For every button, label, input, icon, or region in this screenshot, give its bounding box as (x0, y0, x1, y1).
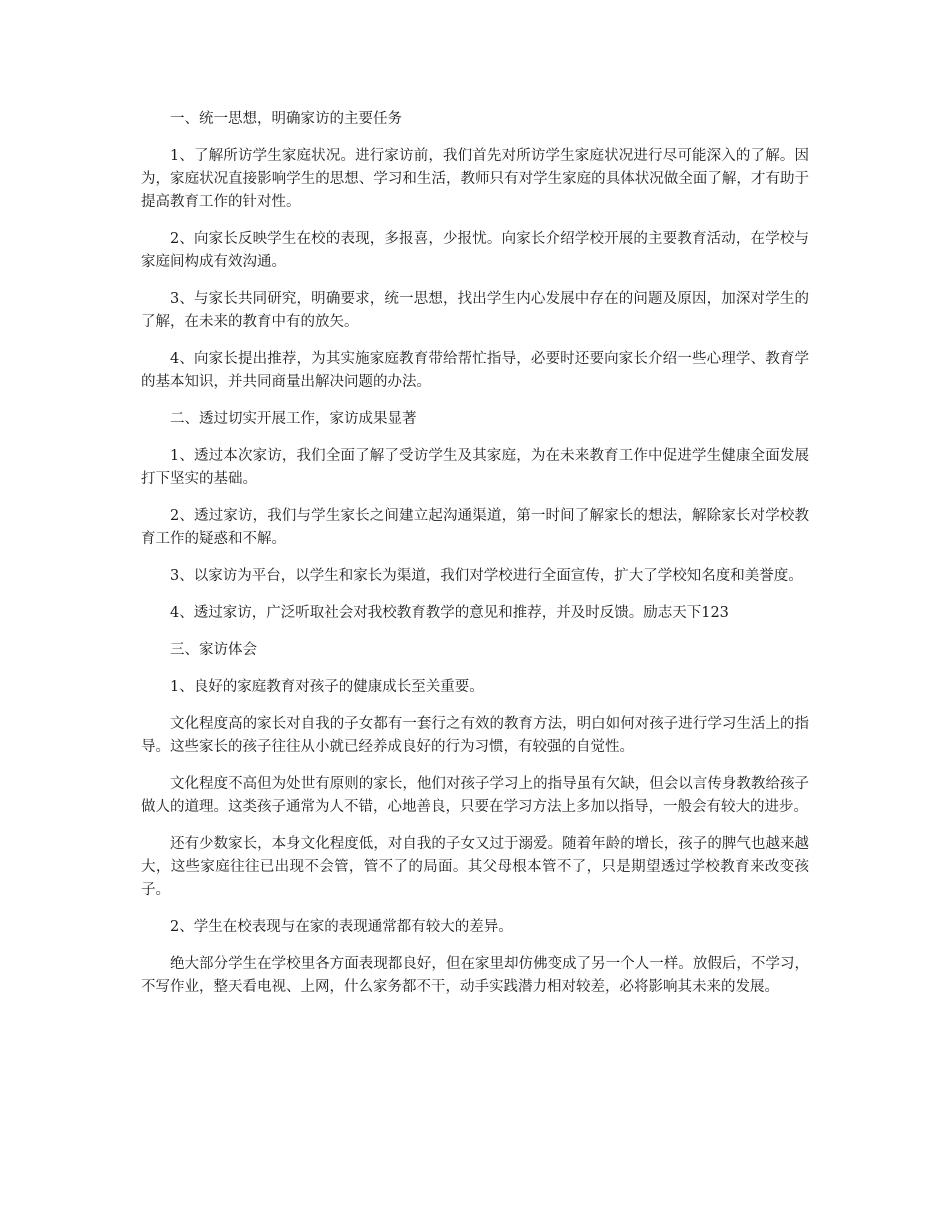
subheading: 2、学生在校表现与在家的表现通常都有较大的差异。 (170, 919, 513, 935)
section-heading-3: 三、家访体会 (170, 642, 257, 658)
subheading: 1、良好的家庭教育对孩子的健康成长至关重要。 (170, 679, 484, 695)
paragraph: 3、以家访为平台，以学生和家长为渠道，我们对学校进行全面宣传，扩大了学校知名度和美誉度。 (170, 568, 803, 584)
paragraph: 还有少数家长，本身文化程度低，对自我的子女又过于溺爱。随着年龄的增长，孩子的脾气也越来越大，这些家庭往往已出现不会管，管不了的局面。其父母根本管不了，只是期望透过学校教育来改变孩子。 (141, 836, 809, 898)
paragraph: 2、透过家访，我们与学生家长之间建立起沟通渠道，第一时间了解家长的想法，解除家长对学校教育工作的疑惑和不解。 (141, 508, 809, 547)
paragraph: 4、透过家访，广泛听取社会对我校教育教学的意见和推荐，并及时反馈。励志天下123 (170, 605, 729, 621)
document-body (141, 108, 809, 1013)
section-heading-2: 二、透过切实开展工作，家访成果显著 (170, 411, 417, 427)
paragraph: 3、与家长共同研究，明确要求，统一思想，找出学生内心发展中存在的问题及原因，加深对学生的了解，在未来的教育中有的放矢。 (141, 291, 809, 330)
paragraph: 4、向家长提出推荐，为其实施家庭教育带给帮忙指导，必要时还要向家长介绍一些心理学、教育学的基本知识，并共同商量出解决问题的办法。 (141, 351, 809, 390)
paragraph: 1、了解所访学生家庭状况。进行家访前，我们首先对所访学生家庭状况进行尽可能深入的了解。因为，家庭状况直接影响学生的思想、学习和生活，教师只有对学生家庭的具体状况做全面了解，才有助于提高教育工作的针对性。 (141, 148, 809, 210)
paragraph: 绝大部分学生在学校里各方面表现都良好，但在家里却仿佛变成了另一个人一样。放假后，不学习，不写作业，整天看电视、上网，什么家务都不干，动手实践潜力相对较差，必将影响其未来的发展。 (141, 956, 809, 995)
paragraph: 文化程度高的家长对自我的子女都有一套行之有效的教育方法，明白如何对孩子进行学习生活上的指导。这些家长的孩子往往从小就已经养成良好的行为习惯，有较强的自觉性。 (141, 716, 809, 755)
paragraph: 文化程度不高但为处世有原则的家长，他们对孩子学习上的指导虽有欠缺，但会以言传身教教给孩子做人的道理。这类孩子通常为人不错，心地善良，只要在学习方法上多加以指导，一般会有较大的进步。 (141, 776, 809, 815)
paragraph: 2、向家长反映学生在校的表现，多报喜，少报忧。向家长介绍学校开展的主要教育活动，在学校与家庭间构成有效沟通。 (141, 231, 809, 270)
paragraph: 1、透过本次家访，我们全面了解了受访学生及其家庭，为在未来教育工作中促进学生健康全面发展打下坚实的基础。 (141, 448, 809, 487)
section-heading-1: 一、统一思想，明确家访的主要任务 (170, 111, 402, 127)
